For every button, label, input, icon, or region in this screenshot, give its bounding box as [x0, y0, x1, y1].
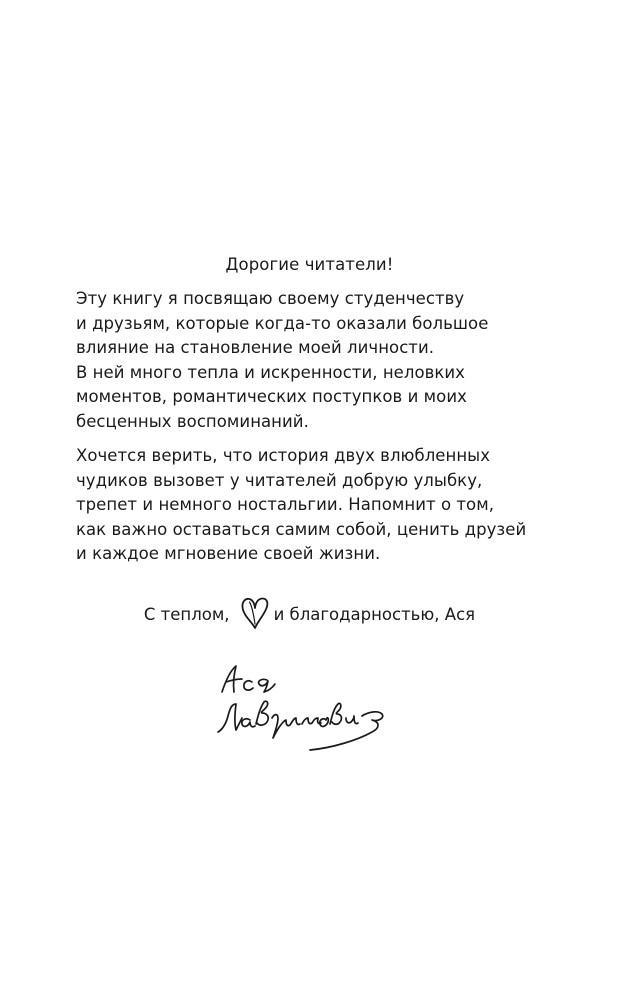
paragraph-line: трепет и немного ностальгии. Напомнит о том,	[76, 495, 494, 515]
closing-text-start: С теплом,	[143, 605, 230, 624]
handwritten-signature	[212, 660, 392, 755]
paragraph-line: и каждое мгновение своей жизни.	[76, 544, 381, 564]
greeting-heading: Дорогие читатели!	[225, 255, 394, 274]
paragraph-line: В ней много тепла и искренности, неловких	[76, 362, 465, 382]
dedication-paragraph-2	[76, 444, 556, 567]
paragraph-line: Эту книгу я посвящаю своему студенчеству	[76, 289, 465, 308]
paragraph-line: бесценных воспоминаний.	[76, 411, 309, 431]
closing-line	[0, 598, 619, 632]
paragraph-line: как важно оставаться самим собой, ценить друзей	[76, 519, 527, 539]
paragraph-line: моментов, романтических поступков и моих	[76, 387, 467, 407]
paragraph-line: влияние на становление моей личности.	[76, 338, 435, 358]
paragraph-line: Хочется верить, что история двух влюбленных	[76, 446, 491, 465]
paragraph-line: чудиков вызовет у читателей добрую улыбку,	[76, 470, 483, 490]
closing-text-end: и благодарностью, Ася	[273, 605, 476, 624]
dedication-paragraph-1	[76, 287, 556, 435]
heart-icon	[240, 596, 270, 630]
paragraph-line: и друзьям, которые когда-то оказали большое	[76, 313, 489, 333]
